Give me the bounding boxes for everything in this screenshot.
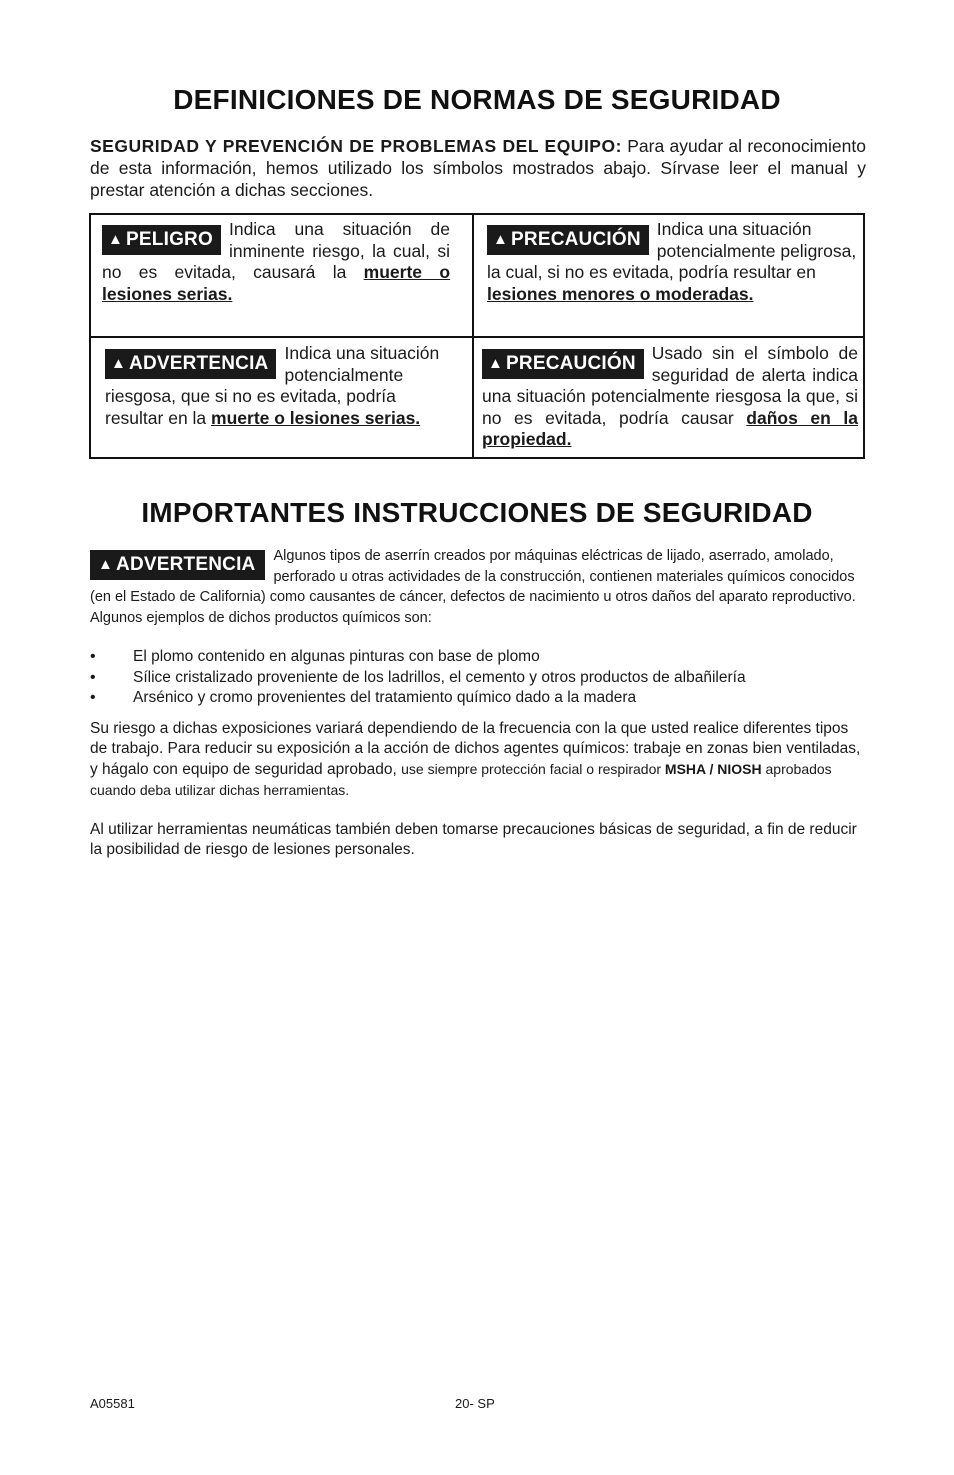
section-title-definitions: DEFINICIONES DE NORMAS DE SEGURIDAD <box>173 84 781 115</box>
section-title-instructions: IMPORTANTES INSTRUCCIONES DE SEGURIDAD <box>141 497 813 528</box>
definition-advertencia <box>105 343 453 429</box>
pneumatic-paragraph: Al utilizar herramientas neumáticas también deben tomarse precauciones básicas de seguridad, a fin de reducir la posibilidad de riesgo de lesiones personales. <box>90 821 857 858</box>
definition-text: Indica una situación potencialmente peligrosa, la cual, si no es evitada, podría resultar en <box>487 219 857 282</box>
warning-text: Algunos tipos de aserrín creados por máquinas eléctricas de lijado, aserrado, amolado, perforado u otras actividades de la construcción, contienen materiales químicos conocidos (en el Estado de California) como causantes de cáncer, defectos de nacimiento u otros daños del aparato reproductivo. Algunos ejemplos de dichos productos químicos son: <box>90 548 856 626</box>
definition-peligro <box>102 219 450 305</box>
warning-triangle-icon: ▲ <box>98 556 114 573</box>
list-item: • El plomo contenido en algunas pinturas con base de plomo <box>90 647 866 668</box>
definition-precaucion <box>487 219 857 305</box>
definition-precaucion-property <box>482 343 858 451</box>
signal-badge-advertencia: ▲ ADVERTENCIA <box>90 550 265 580</box>
signal-badge-advertencia: ▲ ADVERTENCIA <box>105 349 276 379</box>
table-divider-horizontal <box>91 336 863 338</box>
definition-emphasis: muerte o lesiones serias. <box>102 262 451 304</box>
signal-badge-precaucion: ▲ PRECAUCIÓN <box>487 225 649 255</box>
definition-text: Indica una situación de inminente riesgo, la cual, si no es evitada, causará la <box>102 219 450 282</box>
page-number: 20- SP <box>455 1396 495 1411</box>
signal-badge-peligro: ▲ PELIGRO <box>102 225 221 255</box>
intro-text: Para ayudar al reconocimiento de esta información, hemos utilizado los símbolos mostrados abajo. Sírvase leer el manual y prestar atención a dichas secciones. <box>90 136 866 200</box>
intro-paragraph <box>90 135 866 201</box>
list-item: • Sílice cristalizado proveniente de los ladrillos, el cemento y otros productos de albañilería <box>90 668 866 689</box>
definition-emphasis: daños en la propiedad. <box>482 407 858 449</box>
bullet-icon: • <box>90 689 96 706</box>
bullet-icon: • <box>90 648 96 665</box>
intro-lead: SEGURIDAD Y PREVENCIÓN DE PROBLEMAS DEL EQUIPO: <box>90 136 622 156</box>
exposure-paragraph: Su riesgo a dichas exposiciones variará dependiendo de la frecuencia con la que usted realice diferentes tipos de trabajo. Para reducir su exposición a la acción de dichos agentes químicos: trabaje en zonas bien ventiladas, y hágalo con equipo de seguridad aprobado, use siempre protección facial o respirador MSHA / NIOSH aprobados cuando deba utilizar dichas herramientas. <box>90 720 861 798</box>
warning-triangle-icon: ▲ <box>108 231 124 248</box>
definition-emphasis: muerte o lesiones serias. <box>211 407 421 428</box>
warning-triangle-icon: ▲ <box>111 355 127 372</box>
definition-emphasis: lesiones menores o moderadas. <box>487 283 754 304</box>
definitions-table <box>89 213 865 459</box>
definition-text: Usado sin el símbolo de seguridad de alerta indica una situación potencialmente riesgosa la que, si no es evitada, podría causar <box>482 343 858 428</box>
list-item: • Arsénico y cromo provenientes del tratamiento químico dado a la madera <box>90 688 866 709</box>
warning-triangle-icon: ▲ <box>493 231 509 248</box>
chemical-list <box>90 647 866 709</box>
signal-badge-precaucion: ▲ PRECAUCIÓN <box>482 349 644 379</box>
definition-text: Indica una situación potencialmente riesgosa, que si no es evitada, podría resultar en la <box>105 343 440 428</box>
warning-triangle-icon: ▲ <box>488 355 504 372</box>
document-code: A05581 <box>90 1396 135 1411</box>
california-warning <box>90 546 866 628</box>
bullet-icon: • <box>90 668 96 686</box>
